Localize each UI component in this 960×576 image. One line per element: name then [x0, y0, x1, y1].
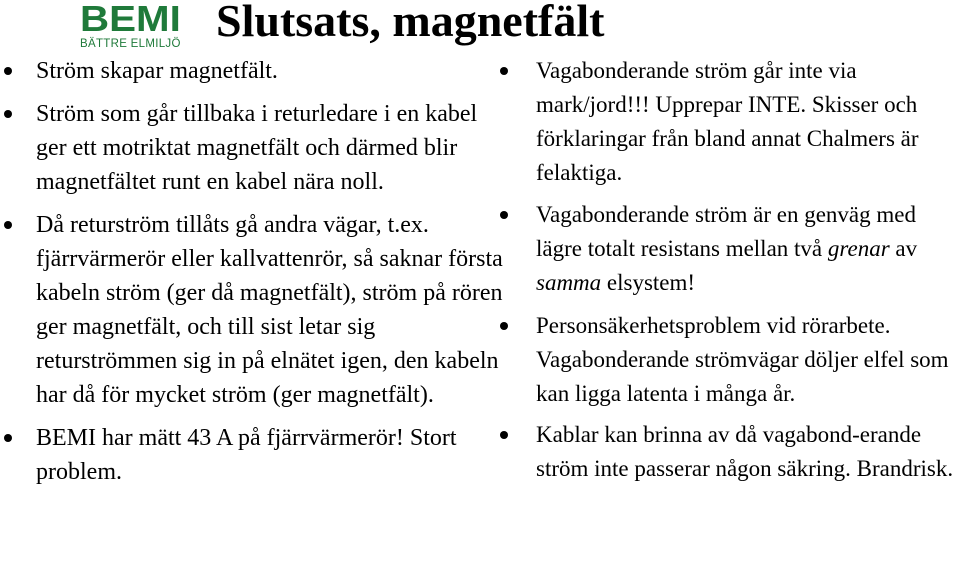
bullet-item — [36, 54, 506, 88]
bullet-dot-icon — [500, 211, 508, 219]
bullet-item — [36, 208, 506, 412]
bullet-item — [36, 97, 506, 199]
bullet-dot-icon — [500, 67, 508, 75]
logo-tagline: BÄTTRE ELMILJÖ — [80, 38, 181, 50]
bullet-text: Ström skapar magnetfält. — [36, 58, 278, 84]
bullet-text-part: Vagabonderande ström är en genväg med lägre totalt resistans mellan två — [536, 202, 916, 261]
bullet-dot-icon — [4, 110, 12, 118]
bullet-item — [536, 198, 960, 300]
bullet-dot-icon — [4, 221, 12, 229]
bullet-item — [36, 421, 506, 489]
slide-title: Slutsats, magnetfält — [216, 0, 605, 46]
bullet-item — [536, 54, 960, 190]
bullet-text: BEMI har mätt 43 A på fjärrvärmerör! Stort problem. — [36, 425, 457, 485]
bullet-text: Då returström tillåts gå andra vägar, t.ex. fjärrvärmerör eller kallvattenrör, så saknar första kabeln ström (ger då magnetfält), ström på rören ger magnetfält, och till sist letar sig returströmmen sig in på elnätet igen, den kabeln har då för mycket ström (ger magnetfält). — [36, 212, 503, 408]
bullet-text-part: elsystem! — [601, 270, 696, 295]
bullet-text: Kablar kan brinna av då vagabond-erande ström inte passerar någon säkring. Brandrisk. — [536, 422, 954, 481]
bullet-text: Vagabonderande ström går inte via mark/jord!!! Upprepar INTE. Skisser och förklaringar från bland annat Chalmers är felaktiga. — [536, 58, 919, 185]
bullet-text: Ström som går tillbaka i returledare i en kabel ger ett motriktat magnetfält och därmed blir magnetfältet runt en kabel nära noll. — [36, 101, 478, 195]
emphasis-text: grenar — [827, 236, 890, 261]
logo-wordmark: BEMI — [80, 0, 181, 39]
bullet-text: Personsäkerhetsproblem vid rörarbete. Vagabonderande strömvägar döljer elfel som kan ligga latenta i många år. — [536, 313, 949, 406]
bullet-dot-icon — [500, 322, 508, 330]
bullet-item — [536, 309, 960, 411]
bullet-dot-icon — [4, 434, 12, 442]
right-bullet-list — [536, 54, 960, 495]
bullet-text-part: av — [889, 236, 918, 261]
bemi-logo — [80, 2, 196, 52]
bullet-item — [536, 418, 960, 486]
left-bullet-list — [36, 54, 506, 498]
bullet-dot-icon — [4, 67, 12, 75]
bullet-dot-icon — [500, 431, 508, 439]
emphasis-text: samma — [536, 270, 602, 295]
